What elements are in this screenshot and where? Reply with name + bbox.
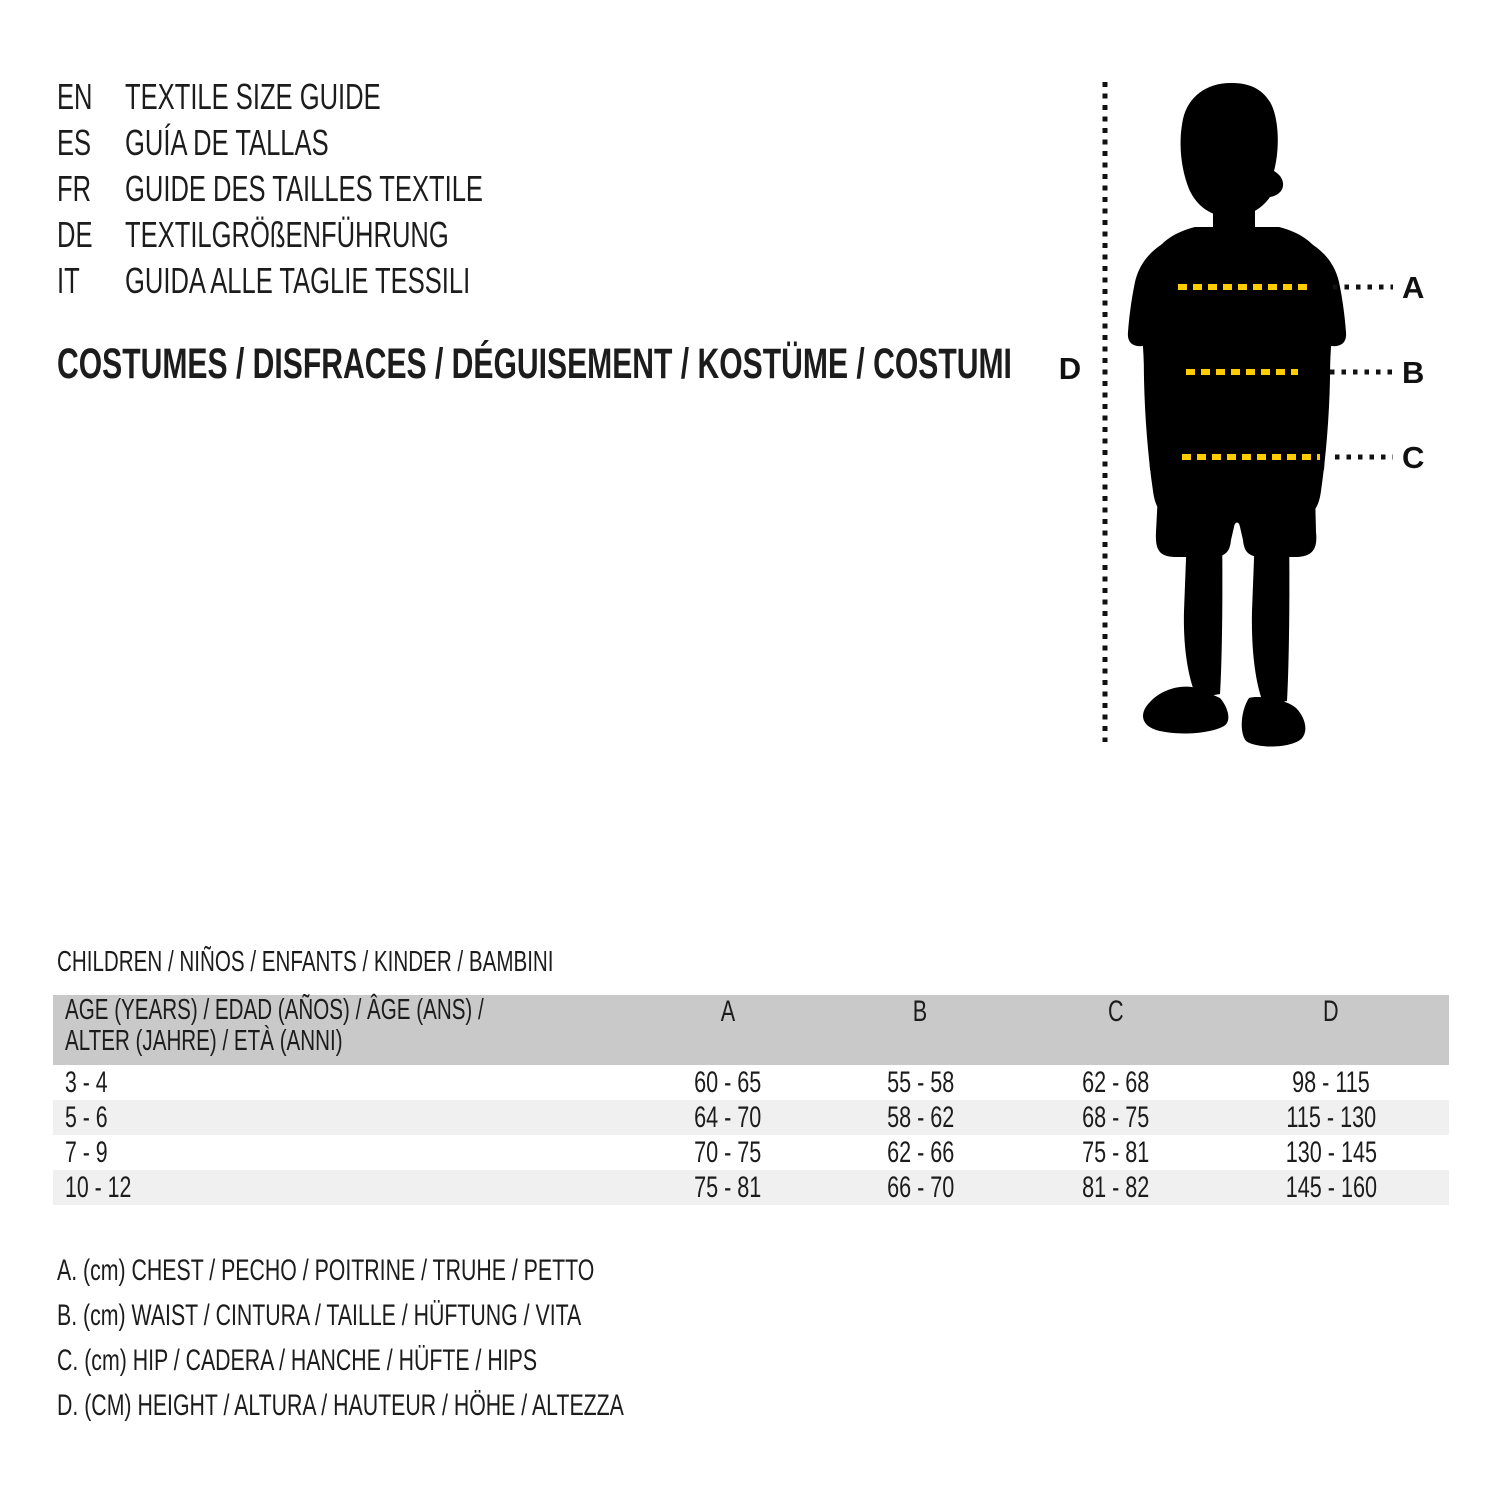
language-title-it: GUIDA ALLE TAGLIE TESSILI bbox=[125, 260, 471, 301]
language-row-de bbox=[57, 212, 629, 258]
column-header-c: C bbox=[1107, 995, 1124, 1028]
height-cell: 130 - 145 bbox=[1285, 1136, 1377, 1169]
height-cell: 98 - 115 bbox=[1292, 1066, 1370, 1099]
hip-cell: 62 - 68 bbox=[1081, 1066, 1150, 1099]
language-row-it bbox=[57, 258, 629, 304]
child-silhouette-icon bbox=[1128, 83, 1346, 747]
legend-waist: B. (cm) WAIST / CINTURA / TAILLE / HÜFTUNG / VITA bbox=[57, 1299, 582, 1332]
language-title-es: GUÍA DE TALLAS bbox=[125, 122, 329, 163]
language-code-fr: FR bbox=[57, 168, 92, 209]
height-cell: 145 - 160 bbox=[1285, 1171, 1377, 1204]
waist-cell: 55 - 58 bbox=[886, 1066, 955, 1099]
hip-cell: 81 - 82 bbox=[1081, 1171, 1150, 1204]
age-cell: 7 - 9 bbox=[65, 1136, 108, 1169]
column-header-d: D bbox=[1323, 995, 1339, 1028]
language-code-en: EN bbox=[57, 76, 93, 117]
silhouette-left-leg bbox=[1184, 533, 1223, 698]
chest-cell: 64 - 70 bbox=[694, 1101, 762, 1134]
hip-cell: 68 - 75 bbox=[1081, 1101, 1150, 1134]
language-row-fr bbox=[57, 166, 629, 212]
category-heading: COSTUMES / DISFRACES / DÉGUISEMENT / KOSTÜME / COSTUMI bbox=[57, 340, 1012, 388]
silhouette-right-leg bbox=[1252, 533, 1290, 705]
table-row bbox=[53, 1170, 1449, 1205]
language-title-en: TEXTILE SIZE GUIDE bbox=[125, 76, 381, 117]
silhouette-shorts bbox=[1156, 453, 1316, 557]
language-title-de: TEXTILGRÖßENFÜHRUNG bbox=[125, 214, 449, 255]
waist-cell: 62 - 66 bbox=[886, 1136, 955, 1169]
waist-cell: 58 - 62 bbox=[886, 1101, 955, 1134]
age-cell: 10 - 12 bbox=[65, 1171, 132, 1204]
age-cell: 3 - 4 bbox=[65, 1066, 108, 1099]
silhouette-right-shoe bbox=[1242, 697, 1306, 747]
legend-height: D. (CM) HEIGHT / ALTURA / HAUTEUR / HÖHE / ALTEZZA bbox=[57, 1389, 624, 1422]
table-row bbox=[53, 1100, 1449, 1135]
measurement-figure bbox=[1030, 55, 1501, 755]
language-row-es bbox=[57, 120, 629, 166]
height-label: D bbox=[1058, 351, 1082, 386]
column-header-b: B bbox=[913, 995, 928, 1028]
waist-label: B bbox=[1402, 355, 1425, 390]
children-size-table bbox=[53, 995, 1449, 1205]
column-header-a: A bbox=[720, 995, 736, 1028]
table-header-row bbox=[53, 995, 1449, 1065]
chest-cell: 75 - 81 bbox=[694, 1171, 762, 1204]
chest-cell: 60 - 65 bbox=[694, 1066, 762, 1099]
children-section-heading: CHILDREN / NIÑOS / ENFANTS / KINDER / BAMBINI bbox=[57, 946, 554, 978]
legend-chest: A. (cm) CHEST / PECHO / POITRINE / TRUHE / PETTO bbox=[57, 1254, 595, 1287]
height-cell: 115 - 130 bbox=[1286, 1101, 1376, 1134]
age-column-header: AGE (YEARS) / EDAD (AÑOS) / ÂGE (ANS) / ALTER (JAHRE) / ETÀ (ANNI) bbox=[65, 994, 484, 1057]
hip-label: C bbox=[1402, 440, 1425, 475]
language-title-fr: GUIDE DES TAILLES TEXTILE bbox=[125, 168, 483, 209]
language-title-list bbox=[57, 74, 629, 304]
chest-label: A bbox=[1402, 270, 1425, 305]
table-row bbox=[53, 1065, 1449, 1100]
language-code-it: IT bbox=[57, 260, 80, 301]
hip-cell: 75 - 81 bbox=[1081, 1136, 1150, 1169]
legend-hip: C. (cm) HIP / CADERA / HANCHE / HÜFTE / HIPS bbox=[57, 1344, 538, 1377]
age-cell: 5 - 6 bbox=[65, 1101, 108, 1134]
language-code-es: ES bbox=[57, 122, 92, 163]
chest-cell: 70 - 75 bbox=[694, 1136, 762, 1169]
waist-cell: 66 - 70 bbox=[886, 1171, 955, 1204]
table-row bbox=[53, 1135, 1449, 1170]
language-code-de: DE bbox=[57, 214, 93, 255]
measurement-legend bbox=[57, 1248, 855, 1428]
language-row-en bbox=[57, 74, 629, 120]
